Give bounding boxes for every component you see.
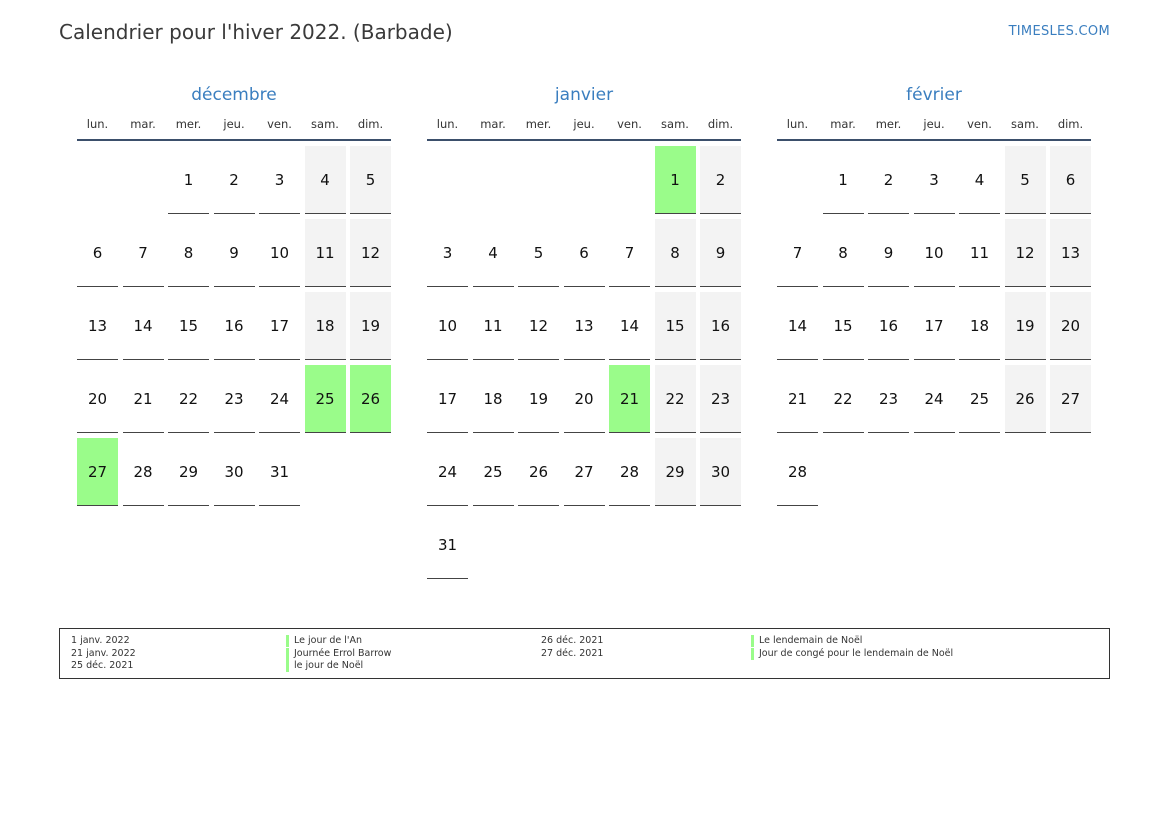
empty-cell bbox=[609, 146, 650, 214]
weekday-header bbox=[77, 108, 391, 141]
weekday-label: mar. bbox=[480, 116, 506, 131]
day-cell: 10 bbox=[427, 292, 468, 360]
day-cell: 17 bbox=[914, 292, 955, 360]
weekday-header bbox=[427, 108, 741, 141]
day-cell: 26 bbox=[1005, 365, 1046, 433]
empty-cell bbox=[518, 146, 559, 214]
day-cell: 15 bbox=[823, 292, 864, 360]
empty-cell bbox=[427, 146, 468, 214]
day-cell: 3 bbox=[259, 146, 300, 214]
day-cell: 23 bbox=[214, 365, 255, 433]
day-cell: 16 bbox=[700, 292, 741, 360]
day-cell: 4 bbox=[473, 219, 514, 287]
month-name: janvier bbox=[554, 85, 614, 105]
day-cell: 7 bbox=[123, 219, 164, 287]
empty-cell bbox=[123, 146, 164, 214]
day-cell: 21 bbox=[777, 365, 818, 433]
legend-date: 1 janv. 2022 bbox=[71, 635, 130, 646]
day-cell: 9 bbox=[700, 219, 741, 287]
day-cell: 24 bbox=[259, 365, 300, 433]
holiday-day-cell: 21 bbox=[609, 365, 650, 433]
legend-date: 27 déc. 2021 bbox=[541, 647, 604, 659]
day-cell: 13 bbox=[564, 292, 605, 360]
day-cell: 8 bbox=[168, 219, 209, 287]
day-cell: 5 bbox=[1005, 146, 1046, 214]
month-1 bbox=[427, 82, 741, 579]
day-cell: 28 bbox=[777, 438, 818, 506]
holiday-day-cell: 27 bbox=[77, 438, 118, 506]
day-cell: 25 bbox=[959, 365, 1000, 433]
day-cell: 18 bbox=[305, 292, 346, 360]
day-cell: 20 bbox=[77, 365, 118, 433]
day-cell: 20 bbox=[564, 365, 605, 433]
day-cell: 13 bbox=[1050, 219, 1091, 287]
empty-cell bbox=[473, 146, 514, 214]
weekday-label: jeu. bbox=[923, 116, 945, 131]
day-cell: 23 bbox=[868, 365, 909, 433]
day-cell: 23 bbox=[700, 365, 741, 433]
day-cell: 24 bbox=[914, 365, 955, 433]
day-cell: 14 bbox=[777, 292, 818, 360]
day-cell: 27 bbox=[1050, 365, 1091, 433]
day-cell: 5 bbox=[350, 146, 391, 214]
site-link[interactable]: TIMESLES.COM bbox=[1008, 24, 1110, 39]
day-cell: 2 bbox=[214, 146, 255, 214]
day-cell: 15 bbox=[655, 292, 696, 360]
day-cell: 17 bbox=[427, 365, 468, 433]
day-cell: 19 bbox=[350, 292, 391, 360]
weekday-label: mer. bbox=[525, 116, 552, 131]
holiday-day-cell: 25 bbox=[305, 365, 346, 433]
day-cell: 5 bbox=[518, 219, 559, 287]
day-cell: 10 bbox=[914, 219, 955, 287]
month-2 bbox=[777, 82, 1091, 506]
day-cell: 30 bbox=[700, 438, 741, 506]
legend-holiday-name: Journée Errol Barrow bbox=[286, 648, 391, 660]
day-cell: 28 bbox=[123, 438, 164, 506]
day-cell: 12 bbox=[518, 292, 559, 360]
day-cell: 9 bbox=[214, 219, 255, 287]
day-cell: 14 bbox=[609, 292, 650, 360]
day-cell: 16 bbox=[868, 292, 909, 360]
day-cell: 12 bbox=[350, 219, 391, 287]
days-grid bbox=[427, 146, 741, 579]
weekday-label: sam. bbox=[661, 116, 689, 131]
day-cell: 6 bbox=[77, 219, 118, 287]
day-cell: 2 bbox=[700, 146, 741, 214]
day-cell: 6 bbox=[564, 219, 605, 287]
day-cell: 24 bbox=[427, 438, 468, 506]
day-cell: 22 bbox=[168, 365, 209, 433]
day-cell: 1 bbox=[168, 146, 209, 214]
weekday-label: jeu. bbox=[573, 116, 595, 131]
day-cell: 30 bbox=[214, 438, 255, 506]
day-cell: 8 bbox=[655, 219, 696, 287]
weekday-header bbox=[777, 108, 1091, 141]
weekday-label: mar. bbox=[130, 116, 156, 131]
weekday-label: jeu. bbox=[223, 116, 245, 131]
weekday-label: ven. bbox=[967, 116, 992, 131]
month-name: février bbox=[906, 85, 962, 105]
day-cell: 16 bbox=[214, 292, 255, 360]
legend-holiday-name: le jour de Noël bbox=[286, 660, 363, 672]
day-cell: 11 bbox=[305, 219, 346, 287]
day-cell: 31 bbox=[427, 511, 468, 579]
day-cell: 11 bbox=[473, 292, 514, 360]
day-cell: 18 bbox=[959, 292, 1000, 360]
day-cell: 18 bbox=[473, 365, 514, 433]
day-cell: 19 bbox=[518, 365, 559, 433]
day-cell: 9 bbox=[868, 219, 909, 287]
holiday-legend bbox=[59, 628, 1110, 679]
day-cell: 25 bbox=[473, 438, 514, 506]
weekday-label: mar. bbox=[830, 116, 856, 131]
weekday-label: mer. bbox=[875, 116, 902, 131]
day-cell: 14 bbox=[123, 292, 164, 360]
days-grid bbox=[77, 146, 391, 506]
day-cell: 11 bbox=[959, 219, 1000, 287]
weekday-label: ven. bbox=[267, 116, 292, 131]
holiday-day-cell: 26 bbox=[350, 365, 391, 433]
day-cell: 4 bbox=[305, 146, 346, 214]
empty-cell bbox=[777, 146, 818, 214]
weekday-label: lun. bbox=[436, 116, 459, 131]
legend-holiday-name: Le jour de l'An bbox=[286, 635, 362, 647]
weekday-label: mer. bbox=[175, 116, 202, 131]
weekday-label: sam. bbox=[1011, 116, 1039, 131]
day-cell: 17 bbox=[259, 292, 300, 360]
weekday-label: dim. bbox=[357, 116, 384, 131]
legend-date: 25 déc. 2021 bbox=[71, 660, 134, 671]
weekday-label: ven. bbox=[617, 116, 642, 131]
legend-holiday-name: Le lendemain de Noël bbox=[751, 635, 862, 647]
day-cell: 6 bbox=[1050, 146, 1091, 214]
weekday-label: lun. bbox=[786, 116, 809, 131]
weekday-label: lun. bbox=[86, 116, 109, 131]
empty-cell bbox=[77, 146, 118, 214]
day-cell: 19 bbox=[1005, 292, 1046, 360]
legend-date: 21 janv. 2022 bbox=[71, 647, 136, 659]
day-cell: 3 bbox=[427, 219, 468, 287]
month-name: décembre bbox=[191, 85, 277, 105]
weekday-label: dim. bbox=[1057, 116, 1084, 131]
day-cell: 1 bbox=[823, 146, 864, 214]
day-cell: 21 bbox=[123, 365, 164, 433]
day-cell: 13 bbox=[77, 292, 118, 360]
month-0 bbox=[77, 82, 391, 506]
legend-date: 26 déc. 2021 bbox=[541, 635, 604, 646]
day-cell: 8 bbox=[823, 219, 864, 287]
day-cell: 15 bbox=[168, 292, 209, 360]
weekday-label: dim. bbox=[707, 116, 734, 131]
page-title: Calendrier pour l'hiver 2022. (Barbade) bbox=[59, 20, 453, 44]
day-cell: 29 bbox=[655, 438, 696, 506]
day-cell: 28 bbox=[609, 438, 650, 506]
days-grid bbox=[777, 146, 1091, 506]
day-cell: 7 bbox=[609, 219, 650, 287]
day-cell: 31 bbox=[259, 438, 300, 506]
weekday-label: sam. bbox=[311, 116, 339, 131]
day-cell: 4 bbox=[959, 146, 1000, 214]
day-cell: 26 bbox=[518, 438, 559, 506]
holiday-day-cell: 1 bbox=[655, 146, 696, 214]
day-cell: 20 bbox=[1050, 292, 1091, 360]
day-cell: 2 bbox=[868, 146, 909, 214]
legend-holiday-name: Jour de congé pour le lendemain de Noël bbox=[751, 648, 953, 660]
day-cell: 10 bbox=[259, 219, 300, 287]
day-cell: 3 bbox=[914, 146, 955, 214]
empty-cell bbox=[564, 146, 605, 214]
day-cell: 22 bbox=[655, 365, 696, 433]
day-cell: 29 bbox=[168, 438, 209, 506]
day-cell: 12 bbox=[1005, 219, 1046, 287]
day-cell: 22 bbox=[823, 365, 864, 433]
day-cell: 27 bbox=[564, 438, 605, 506]
day-cell: 7 bbox=[777, 219, 818, 287]
